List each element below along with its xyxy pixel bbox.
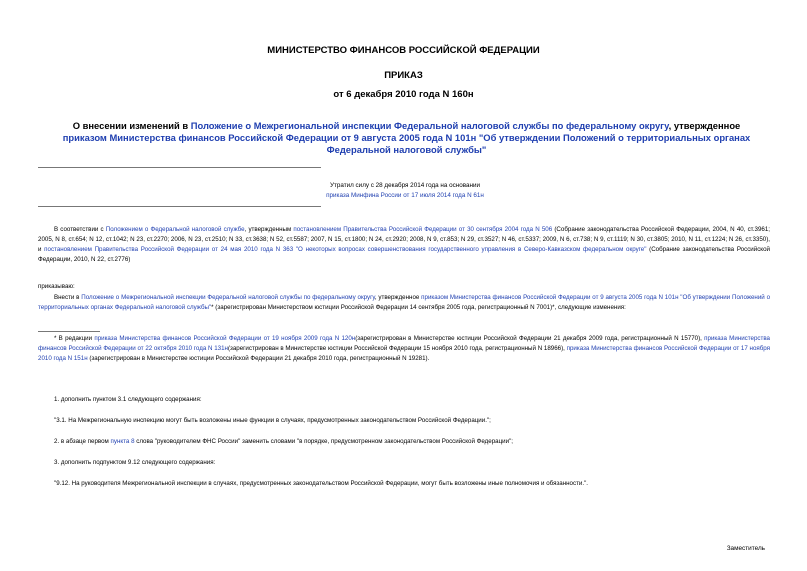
title-link-regulation[interactable]: Положение о Межрегиональной инспекции Федеральной налоговой службы по федеральному округу — [190, 120, 669, 131]
expired-line: Утратил силу с 28 декабря 2014 года на основании — [329, 182, 481, 189]
item-2-text-b: слова "руководителем ФНС России" заменить словами "в порядке, предусмотренном законодательством Российской Федерации"; — [134, 438, 513, 445]
item-1-text: "3.1. На Межрегиональную инспекцию могут быть возложены иные функции в случаях, предусмотренных законодательством Российской Федерации."; — [54, 417, 491, 424]
preamble-link-resolution-363[interactable]: постановлением Правительства Российской Федерации от 24 мая 2010 года N 363 "О некоторых вопросах совершенствования государственного управления в Северо-Кавказском федеральном округе" — [44, 246, 647, 253]
footnote-text-3: (зарегистрирован в Министерстве юстиции Российской Федерации 15 ноября 2010 года, регистрационный N 18966), — [227, 345, 567, 352]
date-number-heading: от 6 декабря 2010 года N 160н — [333, 89, 474, 100]
divider-bottom — [38, 206, 321, 207]
preamble-text-3: (Собрание законодательства Российской Федерации, 2004, N 40, ст.3961; 2005, N 8, ст.654; N 12, ст.1042; N 23, ст.2270; 2006, N 23, ст.2510; N 33, ст.3638; N 52, ст.5587; 2007, N 15, ст.1800; N 24, ст.2920; 2008, N 9, ст.853; N 29, ст.3527; N 46, ст.5337; 2009, N 6, ст.738; N 9, ст.1119; N 30, ст.3805; 2010, N 11, ст.1224; N 26, ст.3350), и — [38, 226, 771, 253]
divider-top — [38, 167, 321, 168]
preamble-link-fns-regulation[interactable]: Положением о Федеральной налоговой службе — [105, 226, 245, 233]
title-prefix: О внесении изменений в — [72, 120, 191, 131]
footnote-paragraph — [38, 334, 770, 364]
footnote-text-4: (зарегистрирован в Министерстве юстиции Российской Федерации 21 декабря 2010 года, регистрационный N 19281). — [87, 355, 430, 362]
preamble-text-2: , утвержденным — [244, 226, 294, 233]
ministry-heading: МИНИСТЕРСТВО ФИНАНСОВ РОССИЙСКОЙ ФЕДЕРАЦИИ — [267, 45, 540, 56]
main-link-regulation[interactable]: Положение о Межрегиональной инспекции Федеральной налоговой службы по федеральному округу — [81, 294, 375, 301]
preamble-paragraph — [38, 225, 770, 265]
preamble-text-4: (Собрание законодательства Российской Федерации, 2010, N 22, ст.2776) — [38, 246, 770, 263]
item-2-text-a: 2. в абзаце первом — [54, 438, 111, 445]
footnote-link-131n[interactable]: приказа Министерства финансов Российской Федерации от 22 октября 2010 года N 131н — [38, 335, 770, 352]
item-3-text: "9.12. На руководителя Межрегиональной инспекции в случаях, предусмотренных законодательством Российской Федерации, могут быть возложены иные полномочия и обязанности.". — [54, 480, 588, 487]
main-text-3: * (зарегистрирован Министерством юстиции Российской Федерации 14 сентября 2005 года, регистрационный N 7001)*, следующие изменения: — [211, 304, 626, 311]
item-2 — [54, 438, 513, 445]
order-word: приказываю: — [38, 283, 75, 290]
preamble-text-1: В соответствии с — [54, 226, 106, 233]
main-link-order-101n[interactable]: приказом Министерства финансов Российской Федерации от 9 августа 2005 года N 101н "Об утверждении Положений о территориальных органах Федеральной налоговой службы" — [38, 294, 771, 311]
preamble-link-resolution-506[interactable]: постановлением Правительства Российской Федерации от 30 сентября 2004 года N 506 — [293, 226, 553, 233]
main-paragraph — [38, 293, 770, 313]
doc-type-heading: ПРИКАЗ — [384, 70, 423, 81]
document-title — [58, 120, 755, 156]
title-mid: , утвержденное — [668, 120, 741, 131]
expired-note — [250, 181, 560, 201]
footnote-link-120n[interactable]: приказа Министерства финансов Российской Федерации от 19 ноября 2009 года N 120н — [94, 335, 356, 342]
item-2-link-point-8[interactable]: пункта 8 — [110, 438, 135, 445]
expired-link[interactable]: приказа Минфина России от 17 июля 2014 года N 61н — [326, 192, 484, 199]
title-link-order[interactable]: приказом Министерства финансов Российской Федерации от 9 августа 2005 года N 101н "Об утверждении Положений о территориальных органах Федеральной налоговой службы" — [62, 132, 751, 155]
footnote-divider — [38, 331, 100, 332]
item-1: 1. дополнить пунктом 3.1 следующего содержания: — [54, 396, 202, 403]
main-text-2: , утвержденное — [374, 294, 422, 301]
footnote-link-151n[interactable]: приказа Министерства финансов Российской Федерации от 17 ноября 2010 года N 151н — [38, 345, 771, 362]
footnote-text-1: * В редакции — [54, 335, 95, 342]
main-text-1: Внести в — [54, 294, 82, 301]
signer-title: Заместитель — [726, 545, 765, 552]
item-3: 3. дополнить подпунктом 9.12 следующего содержания: — [54, 459, 216, 466]
footnote-text-2: (зарегистрирован в Министерстве юстиции Российской Федерации 21 декабря 2009 года, регистрационный N 15770), — [355, 335, 705, 342]
